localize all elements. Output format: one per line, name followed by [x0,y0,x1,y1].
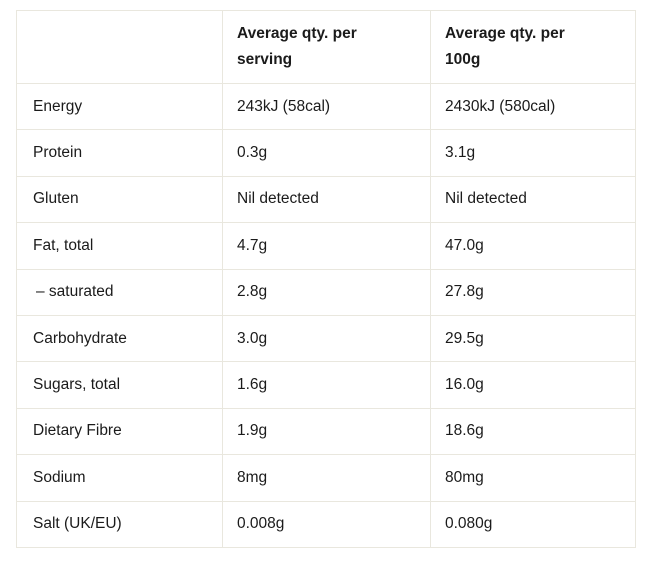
table-row-fat-total [17,223,636,269]
per-100g-value: 29.5g [431,315,636,361]
table-row-sugars-total [17,362,636,408]
nutrient-label: Gluten [17,176,223,222]
nutrient-label: Sodium [17,455,223,501]
per-100g-value: 16.0g [431,362,636,408]
header-empty-cell [17,11,223,84]
nutrient-label: Carbohydrate [17,315,223,361]
nutrient-label: Salt (UK/EU) [17,501,223,547]
serving-value: 4.7g [223,223,431,269]
table-row-dietary-fibre [17,408,636,454]
nutrient-label: – saturated [17,269,223,315]
table-row-carbohydrate [17,315,636,361]
per-100g-value: 3.1g [431,130,636,176]
serving-value: 1.9g [223,408,431,454]
table-row-sodium [17,455,636,501]
header-row [17,11,636,84]
table-row-protein [17,130,636,176]
serving-value: 2.8g [223,269,431,315]
nutrition-table [16,10,636,548]
nutrient-label: Sugars, total [17,362,223,408]
per-100g-value: 18.6g [431,408,636,454]
serving-value: Nil detected [223,176,431,222]
table-row-saturated [17,269,636,315]
serving-value: 0.008g [223,501,431,547]
nutrient-label: Energy [17,84,223,130]
serving-value: 3.0g [223,315,431,361]
table-row-energy [17,84,636,130]
serving-value: 8mg [223,455,431,501]
per-100g-value: 80mg [431,455,636,501]
serving-value: 243kJ (58cal) [223,84,431,130]
header-per-serving [223,11,431,84]
header-per-serving-label: Average qty. per serving [237,25,357,68]
table-row-gluten [17,176,636,222]
nutrient-label: Dietary Fibre [17,408,223,454]
nutrient-label: Fat, total [17,223,223,269]
per-100g-value: 2430kJ (580cal) [431,84,636,130]
per-100g-value: 27.8g [431,269,636,315]
serving-value: 0.3g [223,130,431,176]
per-100g-value: 0.080g [431,501,636,547]
nutrition-information-panel [16,10,636,548]
header-per-100g-label: Average qty. per 100g [445,25,565,68]
per-100g-value: 47.0g [431,223,636,269]
per-100g-value: Nil detected [431,176,636,222]
serving-value: 1.6g [223,362,431,408]
table-row-salt [17,501,636,547]
nutrient-label: Protein [17,130,223,176]
header-per-100g [431,11,636,84]
